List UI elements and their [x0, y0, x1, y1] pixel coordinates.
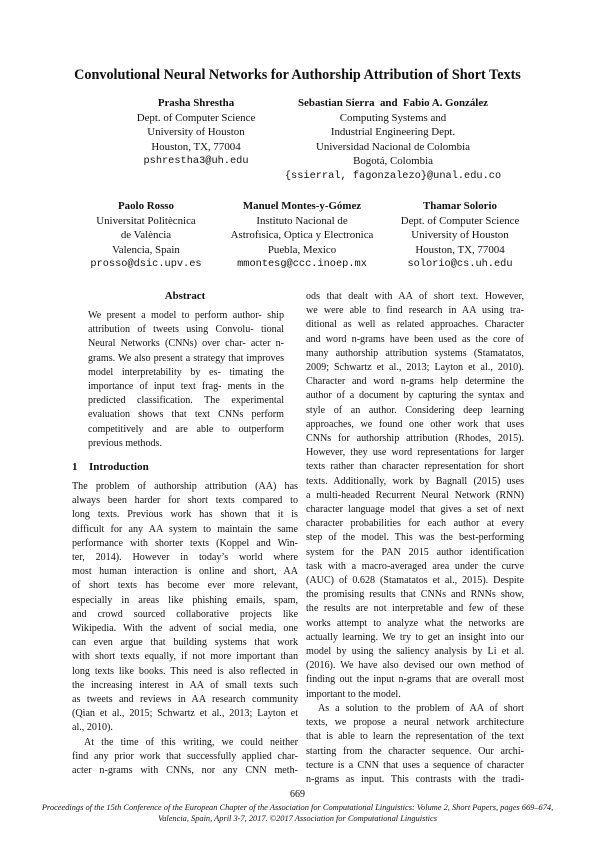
- body-text-line: as tweets and reviews in AA research community: [72, 694, 298, 706]
- body-text-line: and crowd sourced collaborative projects like: [72, 608, 298, 620]
- abstract-heading: Abstract: [164, 290, 206, 302]
- page-number: 669: [290, 789, 305, 800]
- left-column-body: [72, 480, 298, 778]
- body-text-line: At the time of this writing, we could neither: [84, 736, 298, 748]
- affiliation-line: de València: [120, 229, 172, 241]
- body-text-line: important to the model.: [306, 688, 401, 700]
- body-text-line: always been harder for short texts compared to: [72, 495, 298, 507]
- body-text-line: Wikipedia. With the advent of social media, one: [72, 623, 298, 635]
- body-text-line: style of an author. Considering deep learning: [306, 404, 524, 416]
- abstract-line: that improves model interpretability by es-: [88, 352, 284, 378]
- affiliation-line: University of Houston: [411, 229, 509, 241]
- body-text-line: n-grams as input. This contrasts with the tradi-: [306, 773, 524, 785]
- author-block-rosso: [76, 199, 216, 272]
- body-text-line: most human interaction is online and short, AA: [72, 566, 298, 578]
- abstract-line: CNNs perform competitively and are able: [88, 409, 284, 435]
- author-name: Thamar Solorio: [423, 200, 497, 212]
- body-text-line: approaches, we found one other work that uses: [306, 418, 524, 430]
- affiliation-line: University of Houston: [147, 126, 245, 138]
- body-text-line: 2009; Schwartz et al., 2013; Layton et al., 2010).: [306, 362, 524, 374]
- footer-line: Valencia, Spain, April 3-7, 2017. ©2017 Association for Computational Linguistics: [158, 813, 437, 823]
- affiliation-line: Instituto Nacional de: [256, 214, 348, 227]
- body-text-line: Character and word n-grams help determine the: [306, 376, 524, 388]
- body-text-line: starting from the character sequence. Our archi-: [306, 745, 524, 757]
- author-block-montes: [220, 199, 384, 272]
- body-text-line: (2016). We have also devised our own method of: [306, 660, 524, 672]
- proceedings-footer: [0, 803, 595, 824]
- author-block-sierra-gonzalez: [268, 96, 518, 183]
- body-text-line: step of the model. This was the best-performing: [306, 532, 524, 544]
- author-block-solorio: [386, 199, 534, 272]
- body-text-line: finding out the input n-grams that are overall most: [306, 674, 524, 686]
- body-text-line: ter, 2014). However in today’s world where: [72, 552, 298, 564]
- affiliation-line: Computing Systems and: [339, 111, 447, 124]
- body-text-line: long texts like books. This need is also reflected in: [72, 665, 298, 677]
- author-email: pshrestha3@uh.edu: [143, 155, 249, 167]
- body-text-line: ods that dealt with AA of short text. However,: [306, 291, 524, 302]
- body-text-line: CNNs for authorship attribution (Rhodes, 2015).: [306, 433, 524, 445]
- footer-line: Proceedings of the 15th Conference of the European Chapter of the Association for Computational Linguistics: Volume 2, Short Papers, pages 669–674,: [41, 803, 554, 812]
- author-name: Sebastian Sierra and Fabio A. González: [298, 97, 488, 109]
- body-text-line: (AUC) of 0.628 (Stamatatos et al., 2015). Despite: [306, 575, 524, 587]
- affiliation-line: Houston, TX, 77004: [151, 140, 241, 153]
- body-text-line: that is able to learn the representation of the text: [306, 731, 524, 743]
- affiliation-line: Industrial Engineering Dept.: [330, 126, 456, 138]
- abstract-line: timating the importance of input text frag-: [88, 366, 284, 393]
- author-email: prosso@dsic.upv.es: [90, 258, 202, 270]
- author-email: mmontesg@ccc.inoep.mx: [237, 258, 367, 270]
- body-text-line: especially in areas like phishing emails, spam,: [72, 594, 298, 606]
- section-title: Introduction: [89, 461, 149, 473]
- author-email: {ssierral, fagonzalezo}@unal.edu.co: [284, 169, 502, 182]
- affiliation-line: Valencia, Spain: [112, 243, 180, 256]
- body-text-line: can even argue that building systems that work: [72, 637, 298, 649]
- body-text-line: we were able to find research in AA using tra-: [306, 305, 524, 317]
- affiliation-line: Dept. of Computer Science: [136, 111, 256, 124]
- author-email: solorio@cs.uh.edu: [407, 258, 513, 270]
- body-text-line: system for the PAN 2015 author identification: [306, 546, 524, 558]
- body-text-line: character probabilities for each author at every: [306, 518, 524, 530]
- body-text-line: many authorship attribution systems (Stamatatos,: [306, 347, 524, 359]
- body-text-line: task with a macro-averaged area under the curve: [306, 560, 524, 572]
- abstract-line: experimental evaluation shows that text: [88, 395, 284, 421]
- body-text-line: texts. Additionally, work by Bagnall (2015) uses: [306, 475, 524, 487]
- body-text-line: the results are not interpretable and few of these: [306, 603, 524, 615]
- right-column-body: [306, 290, 524, 787]
- abstract-line: to outperform previous methods.: [88, 423, 284, 449]
- body-text-line: author of a document by capturing the syntax and: [306, 390, 524, 402]
- abstract-line: We present a model to perform author-: [88, 310, 262, 321]
- author-block-shrestha: [118, 96, 274, 169]
- body-text-line: find any prior work that successfully applied char-: [72, 750, 298, 762]
- author-name: Manuel Montes-y-Gómez: [242, 200, 362, 212]
- affiliation-line: Universidad Nacional de Colombia: [316, 140, 470, 153]
- body-text-line: a multi-headed Recurrent Neural Network (RNN): [306, 489, 524, 501]
- body-text-line: model by using the saliency analysis by Li et al.: [306, 646, 524, 658]
- body-text-line: However, they use word representations for larger: [306, 447, 524, 459]
- body-text-line: with short texts equally, if not more important than: [72, 651, 298, 663]
- body-text-line: and word n-grams have been used as the core of: [306, 333, 524, 345]
- body-text-line: As a solution to the problem of AA of short: [318, 702, 524, 714]
- body-text-line: character language model that gives a set of next: [306, 504, 524, 516]
- affiliation-line: Astrofısica, Optica y Electronica: [230, 229, 374, 241]
- author-name: Paolo Rosso: [118, 200, 174, 212]
- body-text-line: actually learning. We try to get an insight into our: [306, 631, 524, 643]
- abstract-body: [88, 309, 284, 451]
- body-text-line: performance with shorter texts (Koppel and Win-: [72, 537, 298, 549]
- body-text-line: acter n-grams with CNNs, nor any CNN meth-: [72, 765, 298, 777]
- section-number: 1: [72, 461, 78, 473]
- affiliation-line: Bogotá, Colombia: [353, 155, 433, 167]
- affiliation-line: Dept. of Computer Science: [400, 214, 520, 227]
- abstract-line: tional Neural Networks (CNNs) over char-: [88, 324, 284, 350]
- affiliation-line: Houston, TX, 77004: [415, 243, 505, 256]
- body-text-line: the promising results that CNNs and RNNs show,: [306, 589, 524, 601]
- paper-title: Convolutional Neural Networks for Authorship Attribution of Short Texts: [74, 67, 521, 83]
- abstract-line: ments in the predicted classification. The: [88, 381, 284, 407]
- body-text-line: long texts. Previous work has shown that it is: [72, 509, 298, 521]
- body-text-line: texts rather than character representation for short: [306, 461, 524, 473]
- body-text-line: tecture is a CNN that uses a sequence of character: [306, 759, 524, 771]
- section-heading-introduction: [72, 461, 149, 473]
- body-text-line: works attempt to analyze what the networks are: [306, 617, 524, 629]
- affiliation-line: Universitat Politècnica: [96, 214, 196, 227]
- body-text-line: The problem of authorship attribution (AA) has: [72, 481, 298, 492]
- author-name: Prasha Shrestha: [157, 97, 235, 109]
- abstract-line: ship attribution of tweets using Convolu-: [88, 310, 284, 336]
- body-text-line: difficult for any AA system to maintain the same: [72, 523, 298, 535]
- body-text-line: al., 2010).: [72, 722, 113, 734]
- body-text-line: texts, we propose a neural network architecture: [306, 717, 524, 729]
- body-text-line: (Qian et al., 2015; Schwartz et al., 2013; Layton et: [72, 708, 298, 720]
- body-text-line: of short texts has become ever more relevant,: [72, 580, 298, 592]
- body-text-line: the increasing interest in AA of small texts such: [72, 679, 298, 691]
- body-text-line: ditional as well as related approaches. Character: [306, 319, 524, 331]
- abstract-line: acter n-grams. We also present a strategy: [88, 338, 284, 364]
- affiliation-line: Puebla, Mexico: [267, 243, 337, 256]
